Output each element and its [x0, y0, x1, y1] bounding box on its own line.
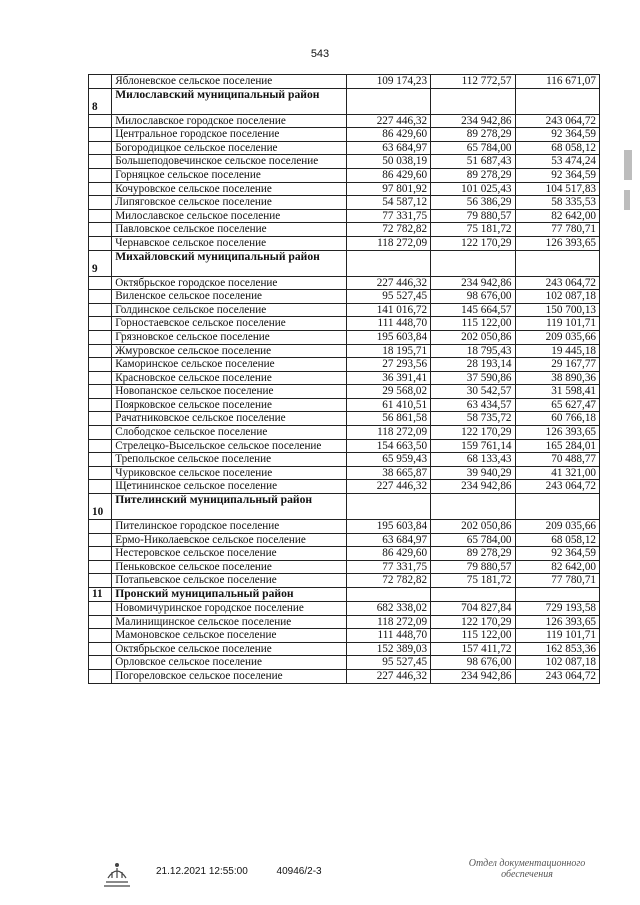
settlement-name: Жмуровское сельское поселение — [112, 344, 346, 358]
amount-year-1: 72 782,82 — [346, 223, 430, 237]
table-row — [89, 574, 600, 588]
row-number-cell — [89, 114, 112, 128]
settlement-name: Октябрьское городское поселение — [112, 276, 346, 290]
table-row — [89, 602, 600, 616]
table-row — [89, 168, 600, 182]
row-number-cell — [89, 168, 112, 182]
settlement-name: Пеньковское сельское поселение — [112, 560, 346, 574]
row-number-cell — [89, 209, 112, 223]
settlement-name: Рачатниковское сельское поселение — [112, 412, 346, 426]
amount-year-2: 65 784,00 — [431, 141, 515, 155]
row-number-cell — [89, 560, 112, 574]
amount-year-2: 75 181,72 — [431, 223, 515, 237]
row-number-cell — [89, 453, 112, 467]
settlement-name: Новопанское сельское поселение — [112, 385, 346, 399]
table-body — [89, 75, 600, 684]
settlement-name: Потапьевское сельское поселение — [112, 574, 346, 588]
district-header-row — [89, 494, 600, 520]
amount-year-2: 234 942,86 — [431, 114, 515, 128]
amount-year-2: 79 880,57 — [431, 560, 515, 574]
amount-year-2: 115 122,00 — [431, 317, 515, 331]
amount-year-1: 97 801,92 — [346, 182, 430, 196]
empty-cell — [431, 88, 515, 114]
settlement-name: Чуриковское сельское поселение — [112, 466, 346, 480]
amount-year-1: 227 446,32 — [346, 669, 430, 683]
amount-year-3: 68 058,12 — [515, 141, 600, 155]
row-number-cell — [89, 155, 112, 169]
settlement-name: Нестеровское сельское поселение — [112, 547, 346, 561]
settlement-name: Малинищинское сельское поселение — [112, 615, 346, 629]
budget-table — [88, 74, 600, 684]
amount-year-3: 31 598,41 — [515, 385, 600, 399]
table-row — [89, 303, 600, 317]
amount-year-1: 109 174,23 — [346, 75, 430, 89]
amount-year-3: 126 393,65 — [515, 615, 600, 629]
table-row — [89, 669, 600, 683]
amount-year-3: 65 627,47 — [515, 398, 600, 412]
row-number-cell — [89, 412, 112, 426]
district-header-row — [89, 88, 600, 114]
settlement-name: Мамоновское сельское поселение — [112, 629, 346, 643]
amount-year-2: 89 278,29 — [431, 168, 515, 182]
amount-year-3: 68 058,12 — [515, 533, 600, 547]
amount-year-3: 58 335,53 — [515, 196, 600, 210]
row-number-cell — [89, 656, 112, 670]
settlement-name: Орловское сельское поселение — [112, 656, 346, 670]
amount-year-1: 56 861,58 — [346, 412, 430, 426]
amount-year-3: 53 474,24 — [515, 155, 600, 169]
amount-year-1: 38 665,87 — [346, 466, 430, 480]
empty-cell — [346, 494, 430, 520]
empty-cell — [346, 88, 430, 114]
table-row — [89, 615, 600, 629]
settlement-name: Богородицкое сельское поселение — [112, 141, 346, 155]
amount-year-3: 102 087,18 — [515, 290, 600, 304]
district-name: Пронский муниципальный район — [112, 588, 346, 602]
page-number: 543 — [310, 48, 330, 60]
amount-year-3: 102 087,18 — [515, 656, 600, 670]
table-row — [89, 358, 600, 372]
table-row — [89, 453, 600, 467]
amount-year-2: 157 411,72 — [431, 642, 515, 656]
settlement-name: Милославское городское поселение — [112, 114, 346, 128]
amount-year-2: 122 170,29 — [431, 236, 515, 250]
settlement-name: Голдинское сельское поселение — [112, 303, 346, 317]
row-number-cell — [89, 344, 112, 358]
amount-year-1: 65 959,43 — [346, 453, 430, 467]
settlement-name: Кочуровское сельское поселение — [112, 182, 346, 196]
row-number-cell — [89, 466, 112, 480]
amount-year-1: 141 016,72 — [346, 303, 430, 317]
row-number-cell — [89, 303, 112, 317]
settlement-name: Погореловское сельское поселение — [112, 669, 346, 683]
settlement-name: Большеподовечинское сельское поселение — [112, 155, 346, 169]
table-row — [89, 344, 600, 358]
table-row — [89, 196, 600, 210]
amount-year-2: 122 170,29 — [431, 615, 515, 629]
amount-year-2: 89 278,29 — [431, 547, 515, 561]
amount-year-1: 152 389,03 — [346, 642, 430, 656]
district-number: 8 — [89, 88, 112, 114]
settlement-name: Красновское сельское поселение — [112, 371, 346, 385]
amount-year-3: 77 780,71 — [515, 574, 600, 588]
footer-doc-number: 40946/2-3 — [276, 866, 322, 877]
settlement-name: Центральное городское поселение — [112, 128, 346, 142]
amount-year-1: 63 684,97 — [346, 141, 430, 155]
amount-year-3: 29 167,77 — [515, 358, 600, 372]
amount-year-1: 77 331,75 — [346, 209, 430, 223]
amount-year-3: 92 364,59 — [515, 128, 600, 142]
amount-year-3: 119 101,71 — [515, 317, 600, 331]
amount-year-1: 27 293,56 — [346, 358, 430, 372]
amount-year-1: 29 568,02 — [346, 385, 430, 399]
amount-year-1: 118 272,09 — [346, 615, 430, 629]
amount-year-2: 98 676,00 — [431, 656, 515, 670]
amount-year-1: 95 527,45 — [346, 290, 430, 304]
empty-cell — [346, 250, 430, 276]
amount-year-2: 98 676,00 — [431, 290, 515, 304]
settlement-name: Виленское сельское поселение — [112, 290, 346, 304]
row-number-cell — [89, 426, 112, 440]
table-row — [89, 276, 600, 290]
amount-year-3: 209 035,66 — [515, 330, 600, 344]
settlement-name: Чернавское сельское поселение — [112, 236, 346, 250]
footer-registration — [156, 866, 322, 877]
table-row — [89, 466, 600, 480]
empty-cell — [431, 588, 515, 602]
settlement-name: Каморинское сельское поселение — [112, 358, 346, 372]
district-number: 9 — [89, 250, 112, 276]
table-row — [89, 223, 600, 237]
scan-edge-mark — [624, 190, 630, 210]
settlement-name: Горняцкое сельское поселение — [112, 168, 346, 182]
row-number-cell — [89, 385, 112, 399]
table-row — [89, 520, 600, 534]
footer-datetime: 21.12.2021 12:55:00 — [156, 866, 248, 877]
table-row — [89, 209, 600, 223]
amount-year-3: 162 853,36 — [515, 642, 600, 656]
row-number-cell — [89, 276, 112, 290]
amount-year-3: 243 064,72 — [515, 276, 600, 290]
table-row — [89, 75, 600, 89]
amount-year-2: 122 170,29 — [431, 426, 515, 440]
amount-year-2: 112 772,57 — [431, 75, 515, 89]
amount-year-2: 28 193,14 — [431, 358, 515, 372]
settlement-name: Милославское сельское поселение — [112, 209, 346, 223]
amount-year-3: 104 517,83 — [515, 182, 600, 196]
amount-year-2: 56 386,29 — [431, 196, 515, 210]
row-number-cell — [89, 642, 112, 656]
district-header-row — [89, 250, 600, 276]
amount-year-1: 227 446,32 — [346, 114, 430, 128]
amount-year-2: 30 542,57 — [431, 385, 515, 399]
amount-year-1: 86 429,60 — [346, 128, 430, 142]
amount-year-2: 58 735,72 — [431, 412, 515, 426]
amount-year-1: 86 429,60 — [346, 547, 430, 561]
table-row — [89, 656, 600, 670]
amount-year-1: 227 446,32 — [346, 480, 430, 494]
scan-edge-mark — [624, 150, 632, 180]
amount-year-2: 101 025,43 — [431, 182, 515, 196]
table-row — [89, 128, 600, 142]
amount-year-3: 243 064,72 — [515, 669, 600, 683]
amount-year-3: 243 064,72 — [515, 114, 600, 128]
row-number-cell — [89, 615, 112, 629]
table-row — [89, 560, 600, 574]
settlement-name: Ермо-Николаевское сельское поселение — [112, 533, 346, 547]
amount-year-3: 70 488,77 — [515, 453, 600, 467]
amount-year-1: 77 331,75 — [346, 560, 430, 574]
settlement-name: Щетининское сельское поселение — [112, 480, 346, 494]
amount-year-1: 227 446,32 — [346, 276, 430, 290]
empty-cell — [515, 250, 600, 276]
amount-year-2: 145 664,57 — [431, 303, 515, 317]
row-number-cell — [89, 196, 112, 210]
amount-year-3: 116 671,07 — [515, 75, 600, 89]
amount-year-3: 82 642,00 — [515, 209, 600, 223]
row-number-cell — [89, 358, 112, 372]
amount-year-3: 119 101,71 — [515, 629, 600, 643]
empty-cell — [515, 494, 600, 520]
amount-year-1: 195 603,84 — [346, 520, 430, 534]
table-row — [89, 371, 600, 385]
row-number-cell — [89, 128, 112, 142]
amount-year-2: 65 784,00 — [431, 533, 515, 547]
amount-year-1: 72 782,82 — [346, 574, 430, 588]
row-number-cell — [89, 236, 112, 250]
amount-year-2: 159 761,14 — [431, 439, 515, 453]
amount-year-1: 682 338,02 — [346, 602, 430, 616]
amount-year-1: 154 663,50 — [346, 439, 430, 453]
table-row — [89, 236, 600, 250]
amount-year-1: 118 272,09 — [346, 236, 430, 250]
row-number-cell — [89, 574, 112, 588]
settlement-name: Горностаевское сельское поселение — [112, 317, 346, 331]
amount-year-1: 195 603,84 — [346, 330, 430, 344]
amount-year-1: 54 587,12 — [346, 196, 430, 210]
district-header-row — [89, 588, 600, 602]
amount-year-3: 60 766,18 — [515, 412, 600, 426]
amount-year-2: 51 687,43 — [431, 155, 515, 169]
settlement-name: Новомичуринское городское поселение — [112, 602, 346, 616]
empty-cell — [515, 588, 600, 602]
table-row — [89, 114, 600, 128]
amount-year-3: 150 700,13 — [515, 303, 600, 317]
amount-year-3: 19 445,18 — [515, 344, 600, 358]
row-number-cell — [89, 520, 112, 534]
amount-year-3: 126 393,65 — [515, 426, 600, 440]
amount-year-1: 111 448,70 — [346, 317, 430, 331]
amount-year-1: 95 527,45 — [346, 656, 430, 670]
empty-cell — [346, 588, 430, 602]
row-number-cell — [89, 371, 112, 385]
amount-year-3: 92 364,59 — [515, 547, 600, 561]
table-row — [89, 385, 600, 399]
amount-year-3: 729 193,58 — [515, 602, 600, 616]
department-stamp — [452, 858, 602, 880]
amount-year-2: 704 827,84 — [431, 602, 515, 616]
table-row — [89, 330, 600, 344]
district-name: Михайловский муниципальный район — [112, 250, 346, 276]
amount-year-1: 36 391,41 — [346, 371, 430, 385]
amount-year-2: 234 942,86 — [431, 480, 515, 494]
amount-year-2: 234 942,86 — [431, 669, 515, 683]
district-name: Пителинский муниципальный район — [112, 494, 346, 520]
settlement-name: Пителинское городское поселение — [112, 520, 346, 534]
table-row — [89, 290, 600, 304]
district-number: 10 — [89, 494, 112, 520]
amount-year-2: 37 590,86 — [431, 371, 515, 385]
district-name: Милославский муниципальный район — [112, 88, 346, 114]
table-row — [89, 155, 600, 169]
row-number-cell — [89, 602, 112, 616]
empty-cell — [431, 250, 515, 276]
amount-year-2: 202 050,86 — [431, 330, 515, 344]
amount-year-2: 18 795,43 — [431, 344, 515, 358]
row-number-cell — [89, 182, 112, 196]
settlement-name: Октябрьское сельское поселение — [112, 642, 346, 656]
table-row — [89, 629, 600, 643]
row-number-cell — [89, 330, 112, 344]
settlement-name: Слободское сельское поселение — [112, 426, 346, 440]
row-number-cell — [89, 290, 112, 304]
row-number-cell — [89, 223, 112, 237]
settlement-name: Грязновское сельское поселение — [112, 330, 346, 344]
settlement-name: Яблоневское сельское поселение — [112, 75, 346, 89]
amount-year-2: 79 880,57 — [431, 209, 515, 223]
row-number-cell — [89, 317, 112, 331]
amount-year-1: 61 410,51 — [346, 398, 430, 412]
amount-year-3: 38 890,36 — [515, 371, 600, 385]
amount-year-2: 202 050,86 — [431, 520, 515, 534]
amount-year-1: 50 038,19 — [346, 155, 430, 169]
table-row — [89, 547, 600, 561]
stamp-line-2: обеспечения — [501, 869, 553, 880]
row-number-cell — [89, 533, 112, 547]
row-number-cell — [89, 629, 112, 643]
amount-year-2: 115 122,00 — [431, 629, 515, 643]
amount-year-3: 243 064,72 — [515, 480, 600, 494]
row-number-cell — [89, 669, 112, 683]
amount-year-1: 118 272,09 — [346, 426, 430, 440]
amount-year-2: 75 181,72 — [431, 574, 515, 588]
amount-year-2: 89 278,29 — [431, 128, 515, 142]
settlement-name: Павловское сельское поселение — [112, 223, 346, 237]
amount-year-3: 209 035,66 — [515, 520, 600, 534]
settlement-name: Стрелецко-Высельское сельское поселение — [112, 439, 346, 453]
table-row — [89, 439, 600, 453]
table-row — [89, 412, 600, 426]
emblem-logo — [100, 858, 134, 890]
amount-year-2: 68 133,43 — [431, 453, 515, 467]
amount-year-3: 41 321,00 — [515, 466, 600, 480]
amount-year-2: 63 434,57 — [431, 398, 515, 412]
row-number-cell — [89, 75, 112, 89]
table-row — [89, 141, 600, 155]
amount-year-3: 126 393,65 — [515, 236, 600, 250]
table-row — [89, 480, 600, 494]
table-row — [89, 533, 600, 547]
amount-year-2: 39 940,29 — [431, 466, 515, 480]
amount-year-1: 86 429,60 — [346, 168, 430, 182]
settlement-name: Поярковское сельское поселение — [112, 398, 346, 412]
amount-year-3: 77 780,71 — [515, 223, 600, 237]
table-row — [89, 426, 600, 440]
amount-year-2: 234 942,86 — [431, 276, 515, 290]
empty-cell — [515, 88, 600, 114]
row-number-cell — [89, 141, 112, 155]
stamp-line-1: Отдел документационного — [468, 858, 586, 869]
amount-year-1: 111 448,70 — [346, 629, 430, 643]
amount-year-1: 18 195,71 — [346, 344, 430, 358]
row-number-cell — [89, 398, 112, 412]
row-number-cell — [89, 439, 112, 453]
row-number-cell — [89, 480, 112, 494]
settlement-name: Трепольское сельское поселение — [112, 453, 346, 467]
amount-year-3: 165 284,01 — [515, 439, 600, 453]
settlement-name: Липяговское сельское поселение — [112, 196, 346, 210]
empty-cell — [431, 494, 515, 520]
district-number: 11 — [89, 588, 112, 602]
amount-year-1: 63 684,97 — [346, 533, 430, 547]
amount-year-3: 92 364,59 — [515, 168, 600, 182]
table-row — [89, 182, 600, 196]
amount-year-3: 82 642,00 — [515, 560, 600, 574]
table-row — [89, 317, 600, 331]
row-number-cell — [89, 547, 112, 561]
table-row — [89, 398, 600, 412]
table-row — [89, 642, 600, 656]
